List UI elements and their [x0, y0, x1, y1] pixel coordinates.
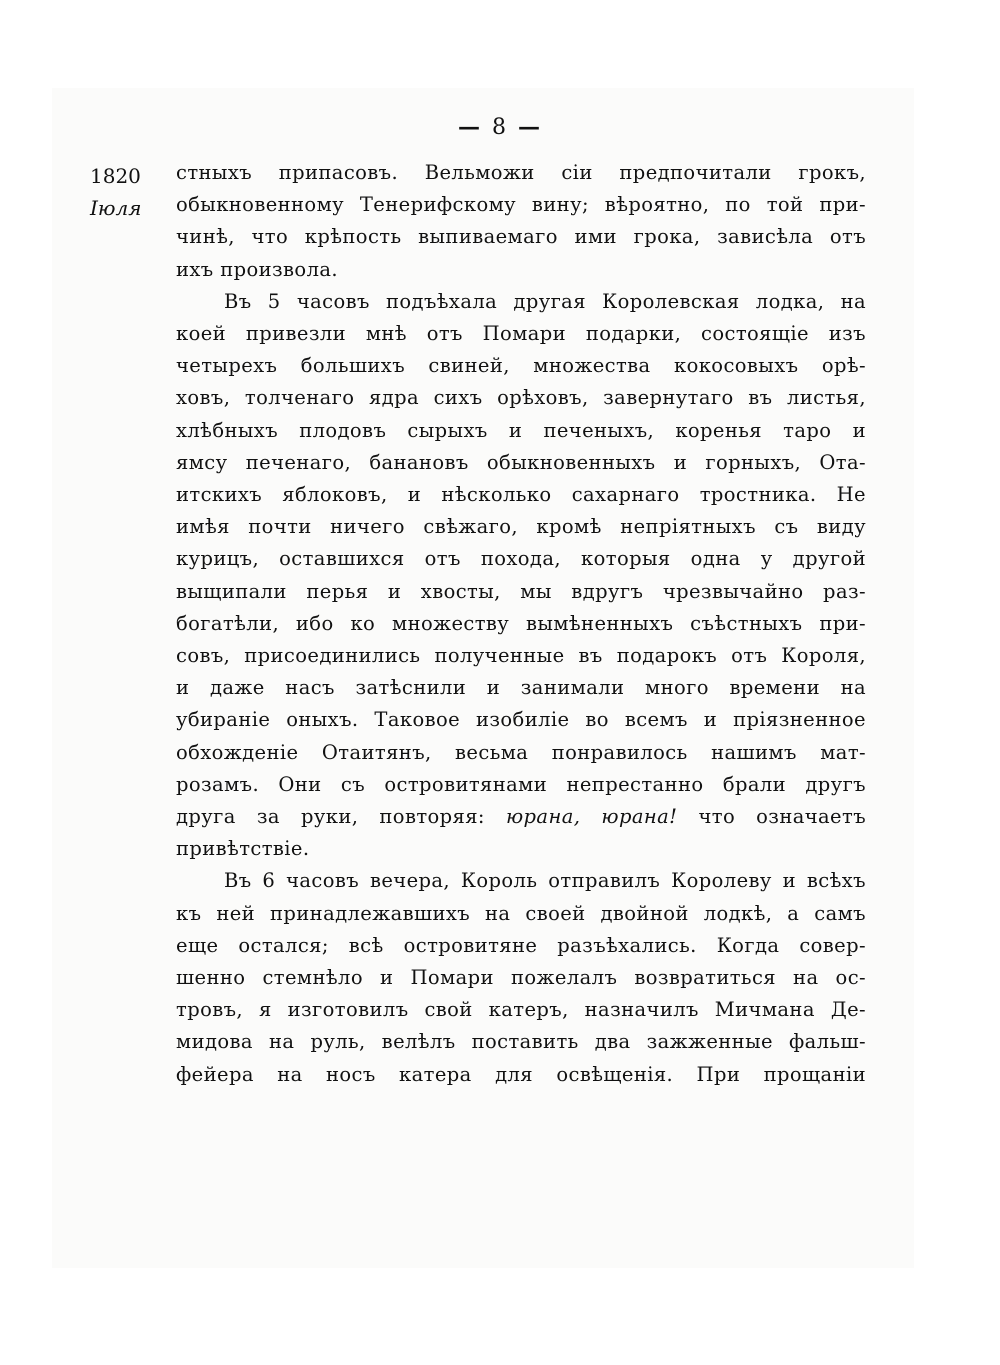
text-fragment: что означаетъ [677, 805, 866, 829]
text-line: къ ней принадлежавшихъ на своей двойной лодкѣ, а самъ [176, 901, 866, 925]
text-line: еще остался; всѣ островитяне разъѣхались. Когда совер- [176, 933, 866, 957]
text-line: фейера на носъ катера для освѣщенія. При прощаніи [176, 1062, 866, 1086]
text-line: обыкновенному Тенерифскому вину; вѣроятно, по той при- [176, 193, 866, 217]
text-line: розамъ. Они съ островитянами непрестанно брали другъ [176, 772, 866, 796]
text-line: выщипали перья и хвосты, мы вдругъ чрезвычайно раз- [176, 579, 866, 603]
text-line: мидова на руль, велѣлъ поставить два зажженные фальш- [176, 1030, 866, 1054]
text-line: Въ 5 часовъ подъѣхала другая Королевская лодка, на [224, 289, 866, 313]
text-line: четырехъ большихъ свиней, множества кокосовыхъ орѣ- [176, 354, 866, 378]
text-line: совъ, присоединились полученные въ подарокъ отъ Короля, [176, 644, 866, 668]
body-text [176, 157, 866, 1091]
text-line: шенно стемнѣло и Помари пожелалъ возвратиться на ос- [176, 966, 866, 990]
text-line: курицъ, оставшихся отъ похода, которыя одна у другой [176, 547, 866, 571]
text-line: стныхъ припасовъ. Вельможи сіи предпочитали грокъ, [176, 161, 866, 184]
text-line: ямсу печенаго, банановъ обыкновенныхъ и горныхъ, Ота- [176, 450, 866, 474]
dash-left: — [458, 114, 482, 140]
text-line-with-italic [176, 801, 866, 833]
text-line: богатѣли, ибо ко множеству вымѣненныхъ съѣстныхъ при- [176, 611, 866, 635]
text-line: тровъ, я изготовилъ свой катеръ, назначилъ Мичмана Де- [176, 998, 866, 1022]
text-line: итскихъ яблоковъ, и нѣсколько сахарнаго тростника. Не [176, 483, 866, 507]
italic-phrase: юрана, юрана! [505, 805, 678, 829]
text-line: обхожденіе Отаитянъ, весьма понравилось нашимъ мат- [176, 740, 866, 764]
text-line: чинѣ, что крѣпость выпиваемаго ими грока, зависѣла отъ [176, 225, 866, 249]
text-line: ховъ, толченаго ядра сихъ орѣховъ, завернутаго въ листья, [176, 386, 866, 410]
text-line: хлѣбныхъ плодовъ сырыхъ и печеныхъ, коренья таро и [176, 418, 866, 442]
text-fragment: друга за руки, повторяя: [176, 805, 506, 829]
text-line: ихъ произвола. [176, 257, 338, 281]
text-line: Въ 6 часовъ вечера, Король отправилъ Королеву и всѣхъ [224, 869, 866, 893]
text-line: коей привезли мнѣ отъ Помари подарки, состоящіе изъ [176, 322, 866, 346]
margin-year: 1820 [90, 164, 141, 188]
margin-month: Іюля [90, 196, 142, 220]
text-line: имѣя почти ничего свѣжаго, кромѣ непріятныхъ съ виду [176, 515, 866, 539]
text-line: убираніе оныхъ. Таковое изобиліе во всемъ и пріязненное [176, 708, 866, 732]
text-line: привѣтствіе. [176, 837, 310, 861]
page-number [0, 114, 1000, 140]
text-line: и даже насъ затѣснили и занимали много времени на [176, 676, 866, 700]
dash-right: — [518, 114, 542, 140]
page-number-value: 8 [492, 115, 508, 140]
